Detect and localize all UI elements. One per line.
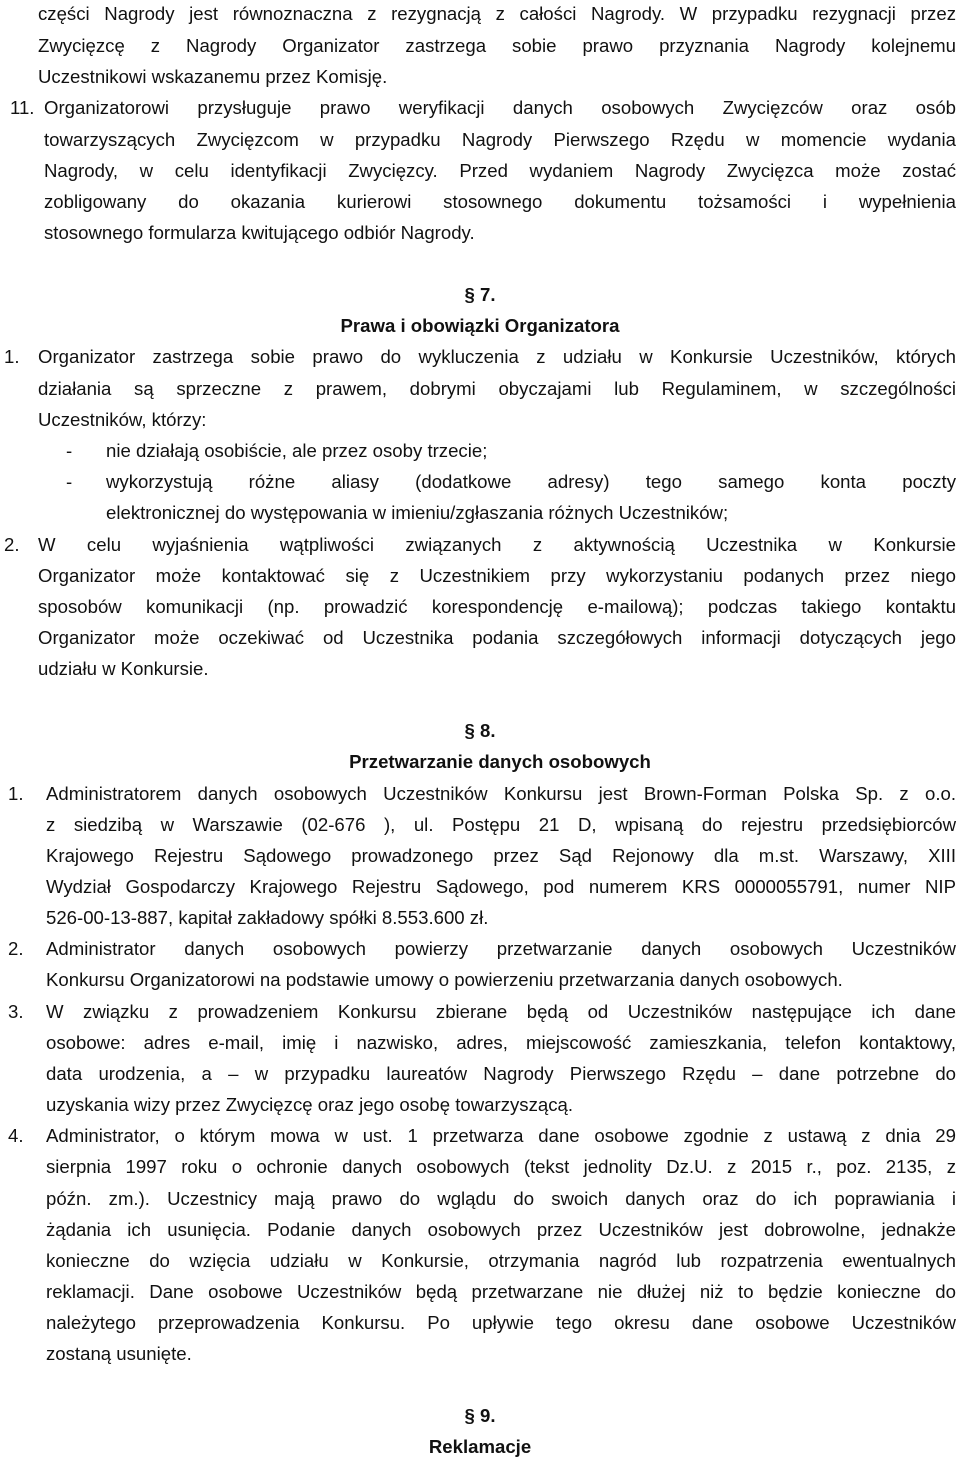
section-number: § 7.: [464, 284, 496, 305]
item-number: 1.: [4, 346, 20, 367]
paragraph-line: działania są sprzeczne z prawem, dobrymi obyczajami lub Regulaminem, w szczególności: [38, 378, 956, 399]
paragraph-line: części Nagrody jest równoznaczna z rezygnacją z całości Nagrody. W przypadku rezygnacji przez: [38, 3, 956, 24]
bullet-item: nie działają osobiście, ale przez osoby trzecie;: [106, 440, 488, 461]
paragraph-line: udziału w Konkursie.: [38, 658, 209, 679]
paragraph-line: Organizator może kontaktować się z Uczestnikiem przy wykorzystaniu podanych przez niego: [38, 565, 956, 586]
paragraph-line: Wydział Gospodarczy Krajowego Rejestru Sądowego, pod numerem KRS 0000055791, numer NIP: [46, 876, 956, 897]
item-number: 11.: [10, 97, 35, 118]
paragraph-line: należytego przeprowadzenia Konkursu. Po upływie tego okresu dane osobowe Uczestników: [46, 1312, 956, 1333]
item-number: 2.: [8, 938, 24, 959]
paragraph-line: Zwycięzcę z Nagrody Organizator zastrzega sobie prawo przyznania Nagrody kolejnemu: [38, 35, 956, 56]
paragraph-line: żądania ich usunięcia. Podanie danych osobowych przez Uczestników jest dobrowolne, jednakże: [46, 1219, 956, 1240]
section-title: Prawa i obowiązki Organizatora: [340, 315, 620, 336]
bullet-item: elektronicznej do występowania w imieniu/zgłaszania różnych Uczestników;: [106, 502, 729, 523]
paragraph-line: data urodzenia, a – w przypadku laureatów Nagrody Pierwszego Rzędu – dane potrzebne do: [46, 1063, 956, 1084]
paragraph-line: Administrator danych osobowych powierzy przetwarzanie danych osobowych Uczestników: [46, 938, 956, 959]
paragraph-line: stosownego formularza kwitującego odbiór Nagrody.: [44, 222, 475, 243]
paragraph-line: sierpnia 1997 roku o ochronie danych osobowych (tekst jednolity Dz.U. z 2015 r., poz. 2135, z: [46, 1156, 956, 1177]
paragraph-line: W celu wyjaśnienia wątpliwości związanych z aktywnością Uczestnika w Konkursie: [38, 534, 956, 555]
paragraph-line: Organizator może oczekiwać od Uczestnika podania szczegółowych informacji dotyczących jego: [38, 627, 956, 648]
paragraph-line: W związku z prowadzeniem Konkursu zbierane będą od Uczestników następujące ich dane: [46, 1001, 956, 1022]
paragraph-line: Administratorem danych osobowych Uczestników Konkursu jest Brown-Forman Polska Sp. z o.o.: [46, 783, 956, 804]
paragraph-line: sposobów komunikacji (np. prowadzić korespondencję e-mailową); podczas takiego kontaktu: [38, 596, 956, 617]
paragraph-line: reklamacji. Dane osobowe Uczestników będą przetwarzane nie dłużej niż to będzie konieczne do: [46, 1281, 956, 1302]
paragraph-line: Administrator, o którym mowa w ust. 1 przetwarza dane osobowe zgodnie z ustawą z dnia 29: [46, 1125, 956, 1146]
paragraph-line: osobowe: adres e-mail, imię i nazwisko, adres, miejscowość zamieszkania, telefon kontaktowy,: [46, 1032, 956, 1053]
item-number: 4.: [8, 1125, 24, 1146]
paragraph-line: późn. zm.). Uczestnicy mają prawo do wglądu do swoich danych oraz do ich poprawiania i: [46, 1188, 956, 1209]
bullet-dash: -: [66, 471, 73, 492]
paragraph-line: z siedzibą w Warszawie (02-676 ), ul. Postępu 21 D, wpisaną do rejestru przedsiębiorców: [46, 814, 956, 835]
section-title: Przetwarzanie danych osobowych: [349, 751, 651, 772]
paragraph-line: towarzyszących Zwycięzcom w przypadku Nagrody Pierwszego Rzędu w momencie wydania: [44, 129, 956, 150]
bullet-item: wykorzystują różne aliasy (dodatkowe adresy) tego samego konta poczty: [106, 471, 956, 492]
paragraph-line: Uczestników, którzy:: [38, 409, 207, 430]
section-title: Reklamacje: [428, 1436, 532, 1457]
paragraph-line: Nagrody, w celu identyfikacji Zwycięzcy. Przed wydaniem Nagrody Zwycięzca może zostać: [44, 160, 956, 181]
paragraph-line: uzyskania wizy przez Zwycięzcę oraz jego osobę towarzyszącą.: [46, 1094, 574, 1115]
item-number: 3.: [8, 1001, 24, 1022]
paragraph-line: zostaną usunięte.: [46, 1343, 192, 1364]
paragraph-line: 526-00-13-887, kapitał zakładowy spółki 8.553.600 zł.: [46, 907, 489, 928]
item-number: 1.: [8, 783, 24, 804]
paragraph-line: zobligowany do okazania kurierowi stosownego dokumentu tożsamości i wypełnienia: [44, 191, 956, 212]
paragraph-line: konieczne do wzięcia udziału w Konkursie, otrzymania nagród lub rozpatrzenia ewentualnych: [46, 1250, 956, 1271]
paragraph-line: Konkursu Organizatorowi na podstawie umowy o powierzeniu przetwarzania danych osobowych.: [46, 969, 843, 990]
paragraph-line: Organizator zastrzega sobie prawo do wykluczenia z udziału w Konkursie Uczestników, których: [38, 346, 956, 367]
item-number: 2.: [4, 534, 20, 555]
bullet-dash: -: [66, 440, 73, 461]
section-number: § 8.: [464, 720, 496, 741]
paragraph-line: Uczestnikowi wskazanemu przez Komisję.: [38, 66, 388, 87]
paragraph-line: Krajowego Rejestru Sądowego prowadzonego przez Sąd Rejonowy dla m.st. Warszawy, XIII: [46, 845, 956, 866]
section-number: § 9.: [464, 1405, 496, 1426]
paragraph-line: Organizatorowi przysługuje prawo weryfikacji danych osobowych Zwycięzców oraz osób: [44, 97, 956, 118]
